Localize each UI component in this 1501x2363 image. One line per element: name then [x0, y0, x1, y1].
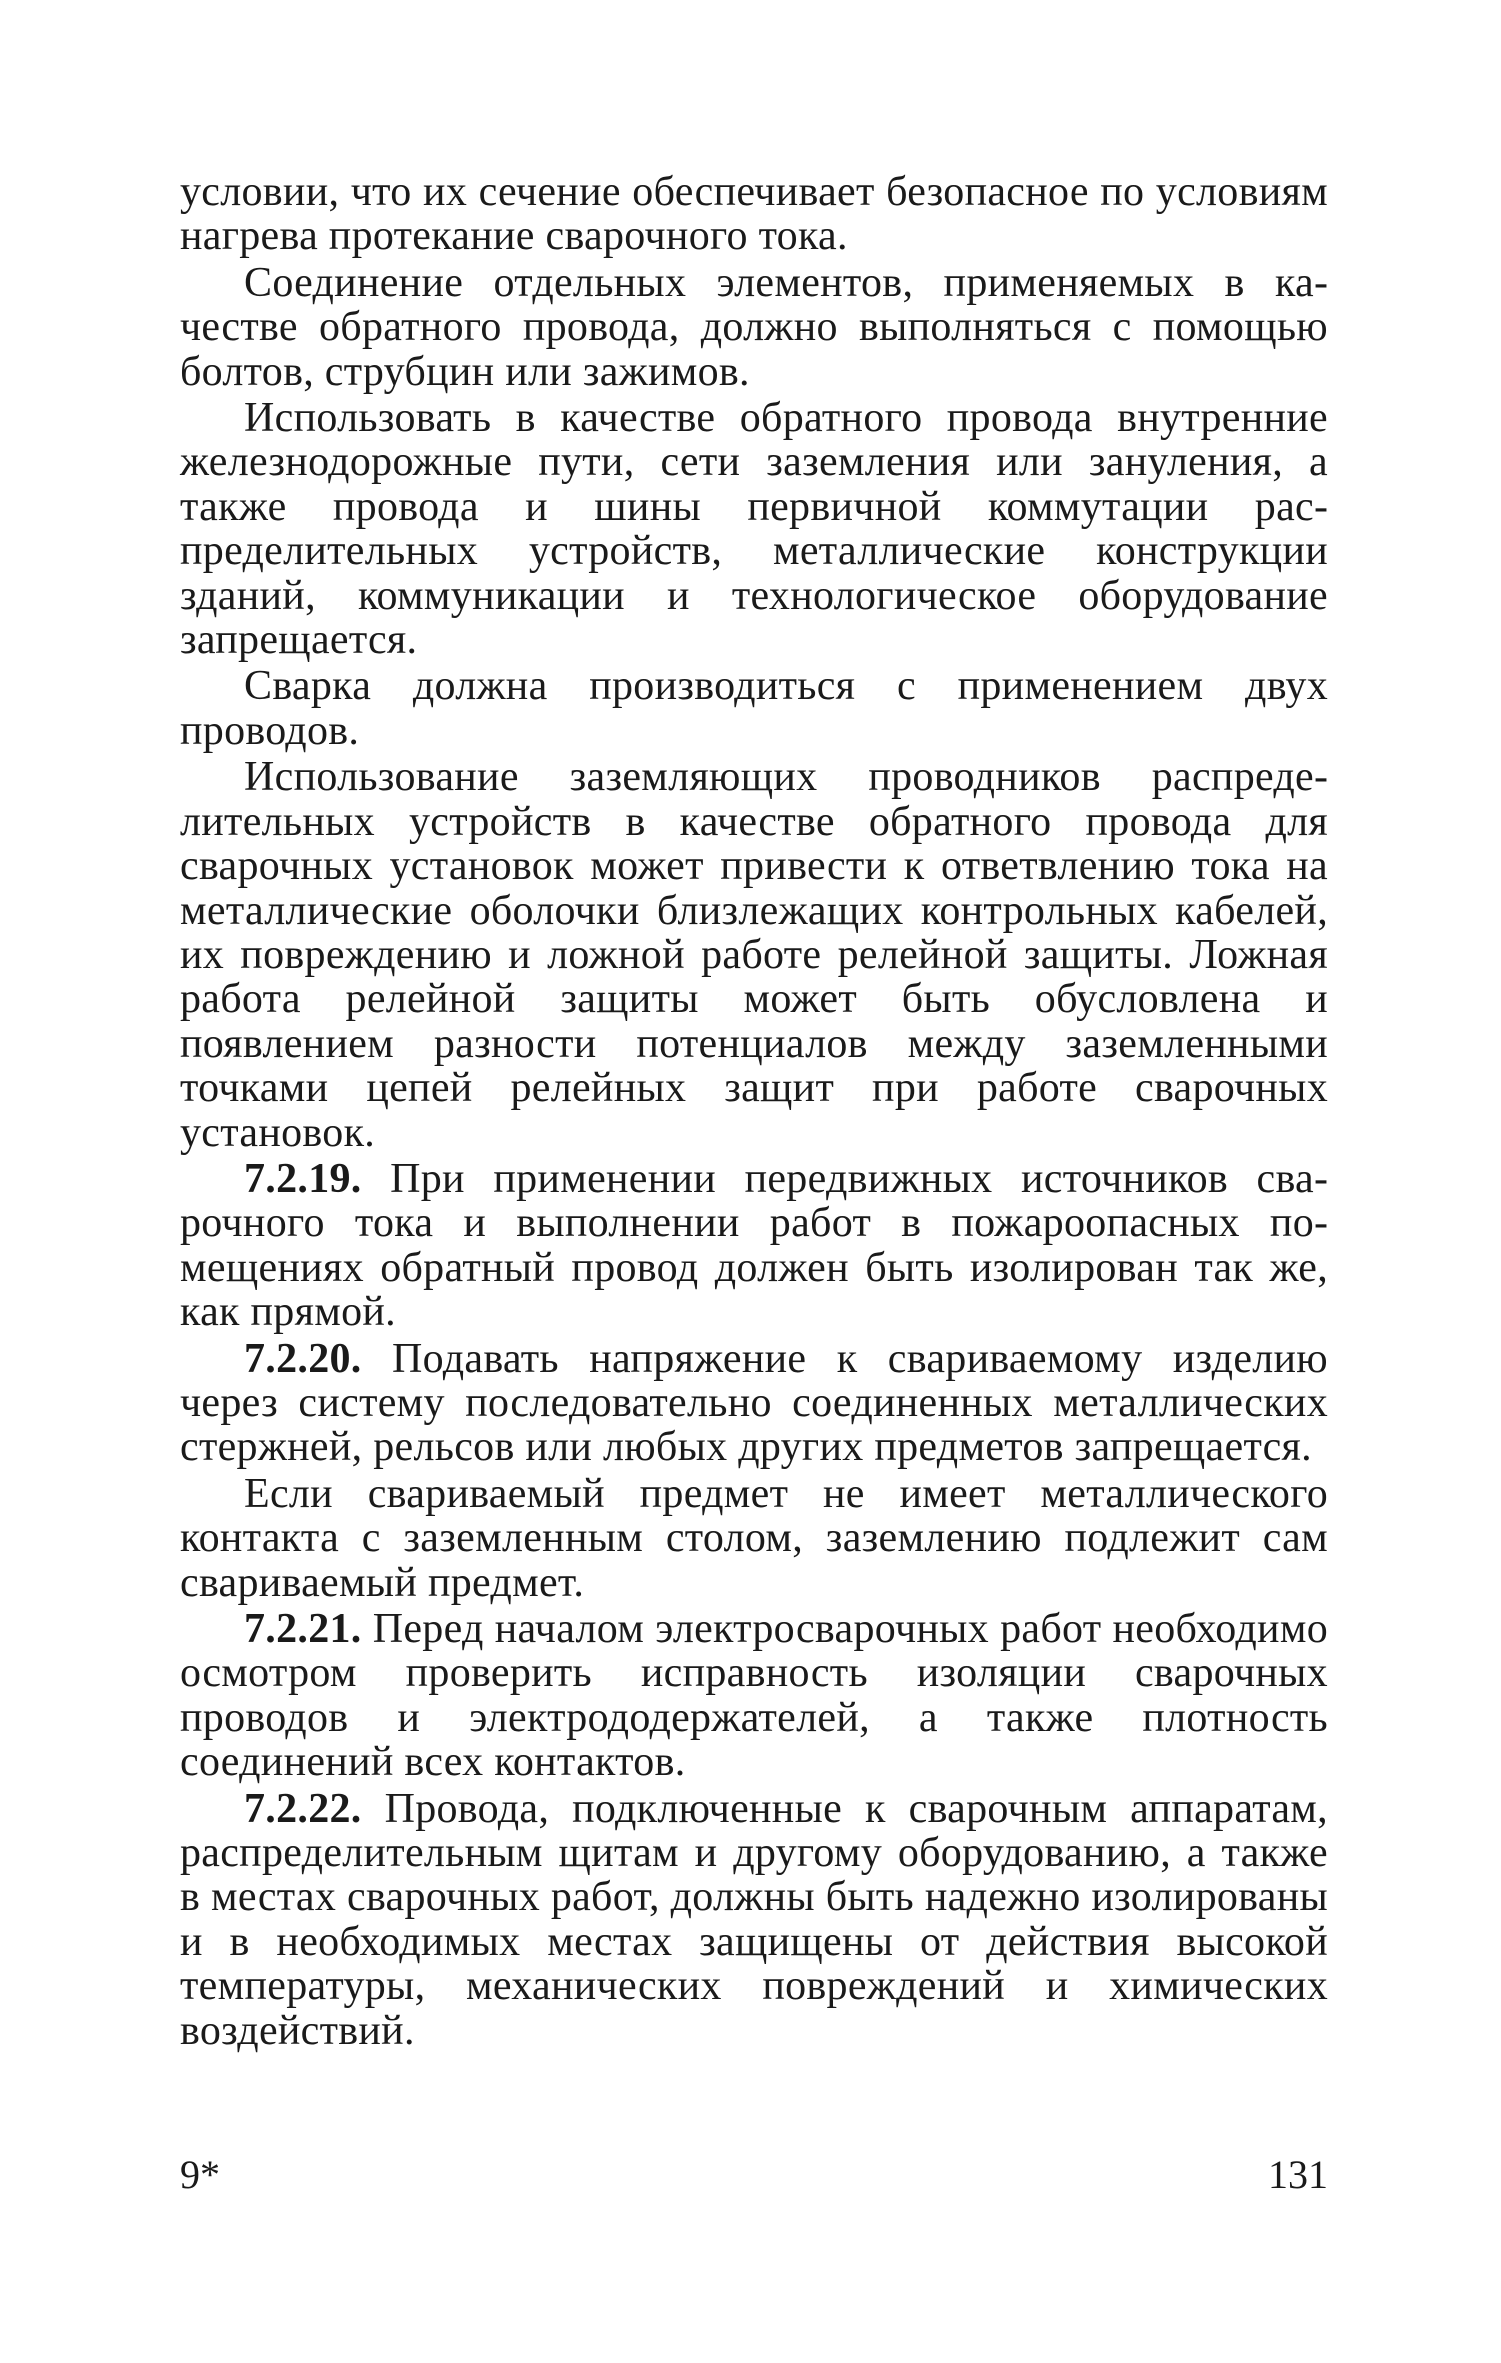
- clause-text: Подавать напряжение к свариваемому изделию через систему последовательно соединенных металлических стержней, рельсов или любых других предметов запрещается.: [180, 1335, 1328, 1471]
- paragraph-text: Если свариваемый предмет не имеет металлического контакта с заземленным столом, заземлению подлежит сам свариваемый предмет.: [180, 1470, 1328, 1606]
- clause-text: При применении передвижных источников сварочного тока и выполнении работ в пожароопасных помещениях обратный провод должен быть изолирован так же, как прямой.: [180, 1155, 1328, 1336]
- clause-7-2-22: [180, 1787, 1328, 2053]
- paragraph-text: Соединение отдельных элементов, применяемых в качестве обратного провода, должно выполняться с помощью болтов, струбцин или зажимов.: [180, 259, 1328, 395]
- page-footer: [180, 2150, 1328, 2200]
- signature-mark: 9*: [180, 2152, 220, 2197]
- paragraph-text: Сварка должна производиться с применением двух проводов.: [180, 663, 1328, 754]
- page-number: 131: [1268, 2152, 1328, 2197]
- clause-number: 7.2.21.: [244, 1606, 362, 1652]
- paragraph-grounding-conductors: [180, 755, 1328, 1155]
- paragraph-text: условии, что их сечение обеспечивает безопасное по условиям нагрева протекание сварочного тока.: [180, 169, 1328, 260]
- clause-text: Провода, подключенные к сварочным аппаратам, распределительным щитам и другому оборудованию, а также в местах сварочных работ, должны быть надежно изолированы и в необходимых местах защищены от действия высокой температуры, механических повреждений и химических воздействий.: [180, 1785, 1328, 2054]
- paragraph-prohibited-return-wires: [180, 396, 1328, 662]
- paragraph-continuation: [180, 170, 1328, 259]
- clause-7-2-19: [180, 1157, 1328, 1335]
- body-text: [180, 170, 1328, 2055]
- clause-number: 7.2.19.: [244, 1155, 362, 1202]
- clause-7-2-21: [180, 1607, 1328, 1785]
- clause-text: Перед началом электросварочных работ необходимо осмотром проверить исправность изоляции сварочных проводов и электрододержателей, а также плотность соединений всех контактов.: [180, 1606, 1328, 1786]
- paragraph-text: Использовать в качестве обратного провода внутренние железнодорожные пути, сети заземления или зануления, а также провода и шины первичной коммутации распределительных устройств, металлические конструкции зданий, коммуникации и технологическое оборудование запрещается.: [180, 395, 1328, 664]
- paragraph-return-wire-connection: [180, 261, 1328, 394]
- paragraph-grounded-table: [180, 1472, 1328, 1605]
- clause-number: 7.2.20.: [244, 1335, 362, 1382]
- clause-7-2-20: [180, 1337, 1328, 1470]
- paragraph-two-wire-welding: [180, 664, 1328, 753]
- paragraph-text: Использование заземляющих проводников распределительных устройств в качестве обратного провода для сварочных установок может привести к ответвлению тока на металлические оболочки близлежащих контрольных кабелей, их повреждению и ложной работе релейной защиты. Ложная работа релейной защиты может быть обусловлена и появлением разности потенциалов между заземленными точками цепей релейных защит при работе сварочных установок.: [180, 754, 1328, 1156]
- clause-number: 7.2.22.: [244, 1785, 362, 1832]
